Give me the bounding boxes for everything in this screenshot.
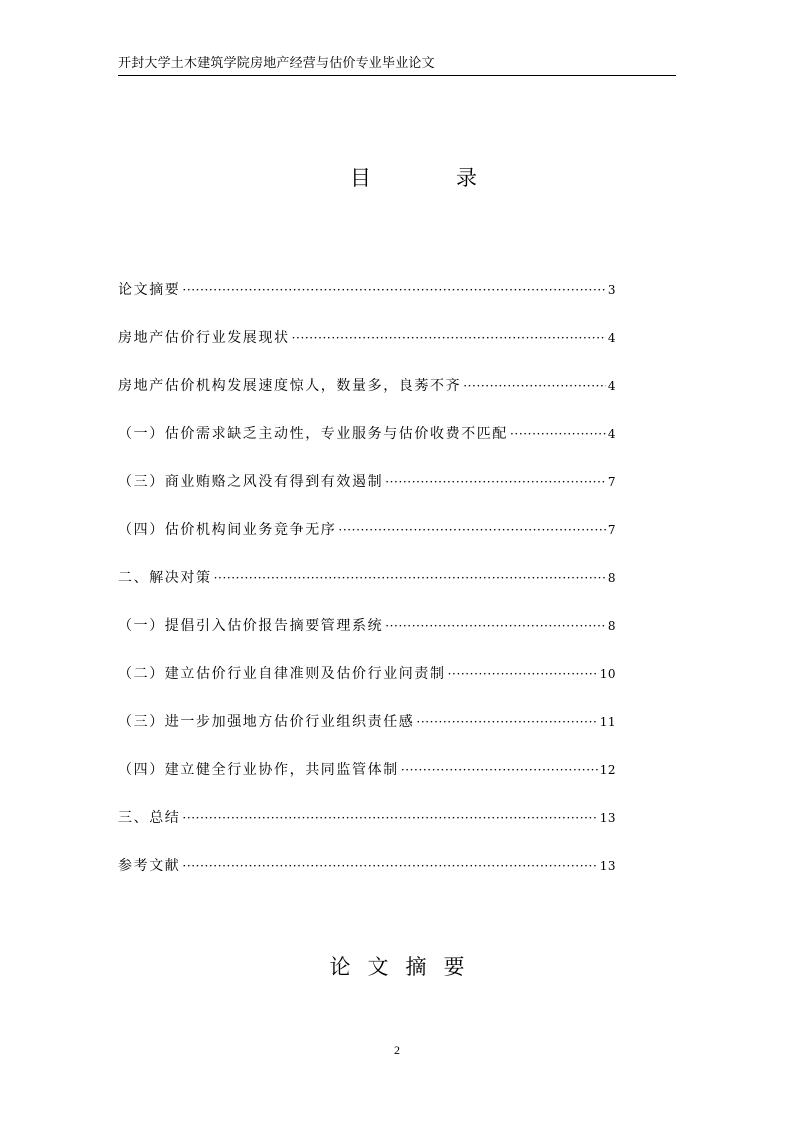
toc-entry-page: 4 <box>607 427 616 441</box>
toc-list <box>118 280 616 904</box>
toc-entry[interactable] <box>118 712 616 760</box>
toc-title-char-1: 目 <box>350 166 371 190</box>
toc-entry-page: 11 <box>599 715 616 729</box>
toc-entry-label: 二、解决对策 <box>118 570 212 586</box>
toc-entry-label: （二）建立估价行业自律准则及估价行业问责制 <box>118 666 446 682</box>
toc-entry-label: （四）建立健全行业协作，共同监管体制 <box>118 762 399 778</box>
toc-entry[interactable] <box>118 616 616 664</box>
toc-entry-page: 7 <box>607 475 616 489</box>
toc-entry-page: 4 <box>607 379 616 393</box>
toc-entry[interactable] <box>118 472 616 520</box>
toc-entry-label: 房地产估价机构发展速度惊人，数量多，良莠不齐 <box>118 378 462 394</box>
toc-entry-page: 13 <box>599 859 616 873</box>
toc-dot-leader <box>401 760 598 780</box>
toc-dot-leader <box>448 664 598 684</box>
toc-entry[interactable] <box>118 664 616 712</box>
toc-dot-leader <box>214 568 606 588</box>
toc-entry-page: 13 <box>599 811 616 825</box>
toc-dot-leader <box>510 424 606 444</box>
toc-entry-page: 3 <box>607 283 616 297</box>
toc-entry-label: 参考文献 <box>118 858 181 874</box>
toc-entry-page: 7 <box>607 523 616 537</box>
page-number: 2 <box>394 1043 400 1057</box>
toc-dot-leader <box>385 616 606 636</box>
toc-dot-leader <box>416 712 597 732</box>
toc-entry[interactable] <box>118 520 616 568</box>
toc-entry-label: 论文摘要 <box>118 282 181 298</box>
toc-entry[interactable] <box>118 568 616 616</box>
toc-entry-page: 10 <box>599 667 616 681</box>
toc-entry-label: （三）商业贿赂之风没有得到有效遏制 <box>118 474 384 490</box>
toc-dot-leader <box>338 520 605 540</box>
toc-entry-page: 4 <box>607 331 616 345</box>
toc-entry-label: 房地产估价行业发展现状 <box>118 330 290 346</box>
toc-entry[interactable] <box>118 280 616 328</box>
toc-entry[interactable] <box>118 808 616 856</box>
toc-entry[interactable] <box>118 328 616 376</box>
toc-title-char-2: 录 <box>456 166 477 190</box>
toc-entry[interactable] <box>118 856 616 904</box>
toc-entry-page: 8 <box>607 571 616 585</box>
toc-dot-leader <box>385 472 606 492</box>
toc-entry-label: （一）估价需求缺乏主动性，专业服务与估价收费不匹配 <box>118 426 508 442</box>
running-header: 开封大学土木建筑学院房地产经营与估价专业毕业论文 <box>118 55 676 76</box>
toc-entry-label: （三）进一步加强地方估价行业组织责任感 <box>118 714 415 730</box>
toc-dot-leader <box>463 376 606 396</box>
toc-entry-label: 三、总结 <box>118 810 181 826</box>
toc-entry-label: （四）估价机构间业务竞争无序 <box>118 522 337 538</box>
toc-entry[interactable] <box>118 760 616 808</box>
abstract-heading: 论文摘要 <box>329 955 482 979</box>
toc-dot-leader <box>182 280 605 300</box>
toc-dot-leader <box>182 808 597 828</box>
toc-entry[interactable] <box>118 424 616 472</box>
toc-dot-leader <box>292 328 606 348</box>
toc-entry-page: 12 <box>599 763 616 777</box>
toc-entry-page: 8 <box>607 619 616 633</box>
toc-entry-label: （一）提倡引入估价报告摘要管理系统 <box>118 618 384 634</box>
toc-entry[interactable] <box>118 376 616 424</box>
toc-dot-leader <box>182 856 597 876</box>
